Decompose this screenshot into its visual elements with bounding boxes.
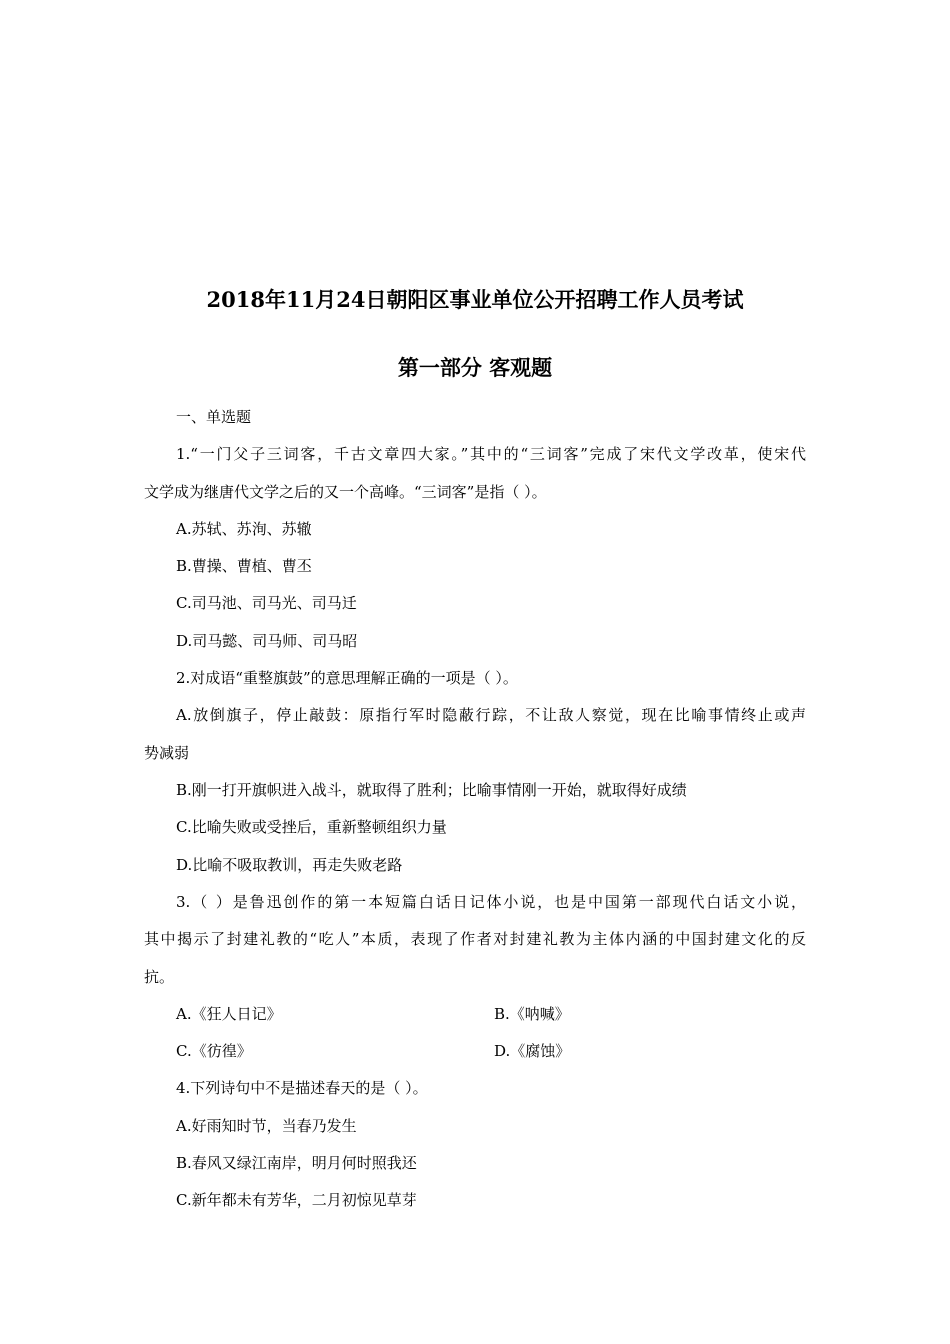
question-2-option-c: C.比喻失败或受挫后，重新整顿组织力量 — [176, 818, 447, 836]
question-3-option-d: D.《腐蚀》 — [494, 1042, 571, 1060]
question-3-stem-line-1: 3.（ ）是鲁迅创作的第一本短篇白话日记体小说，也是中国第一部现代白话文小说， — [176, 893, 806, 911]
question-2-stem: 2.对成语“重整旗鼓”的意思理解正确的一项是（ ）。 — [176, 669, 518, 687]
question-1-option-c: C.司马池、司马光、司马迁 — [176, 594, 357, 612]
question-1-stem-line-1: 1.“一门父子三词客，千古文章四大家。”其中的“三词客”完成了宋代文学改革，使宋代 — [176, 445, 806, 463]
question-4-option-a: A.好雨知时节，当春乃发生 — [176, 1117, 357, 1135]
question-4-option-b: B.春风又绿江南岸，明月何时照我还 — [176, 1154, 417, 1172]
question-4-option-c: C.新年都未有芳华，二月初惊见草芽 — [176, 1191, 417, 1209]
question-2-option-d: D.比喻不吸取教训，再走失败老路 — [176, 856, 403, 874]
question-2-option-b: B.刚一打开旗帜进入战斗，就取得了胜利；比喻事情刚一开始，就取得好成绩 — [176, 781, 687, 799]
question-3-option-b: B.《呐喊》 — [494, 1005, 570, 1023]
question-1-option-d: D.司马懿、司马师、司马昭 — [176, 632, 358, 650]
question-3-option-c: C.《彷徨》 — [176, 1042, 252, 1060]
question-1-stem-line-2: 文学成为继唐代文学之后的又一个高峰。“三词客”是指（ ）。 — [144, 483, 547, 501]
question-2-option-a-line-1: A.放倒旗子，停止敲鼓：原指行军时隐蔽行踪，不让敌人察觉，现在比喻事情终止或声 — [176, 706, 806, 724]
question-1-option-b: B.曹操、曹植、曹丕 — [176, 557, 312, 575]
part-title: 第一部分 客观题 — [397, 355, 553, 380]
question-3-stem-line-3: 抗。 — [144, 968, 175, 986]
section-heading: 一、单选题 — [176, 408, 252, 426]
exam-title: 2018年11月24日朝阳区事业单位公开招聘工作人员考试 — [206, 287, 744, 312]
question-3-stem-line-2: 其中揭示了封建礼教的“吃人”本质，表现了作者对封建礼教为主体内涵的中国封建文化的反 — [144, 930, 806, 948]
question-3-option-a: A.《狂人日记》 — [176, 1005, 282, 1023]
question-4-stem: 4.下列诗句中不是描述春天的是（ ）。 — [176, 1079, 428, 1097]
question-2-option-a-line-2: 势减弱 — [144, 744, 190, 762]
question-1-option-a: A.苏轼、苏洵、苏辙 — [176, 520, 312, 538]
